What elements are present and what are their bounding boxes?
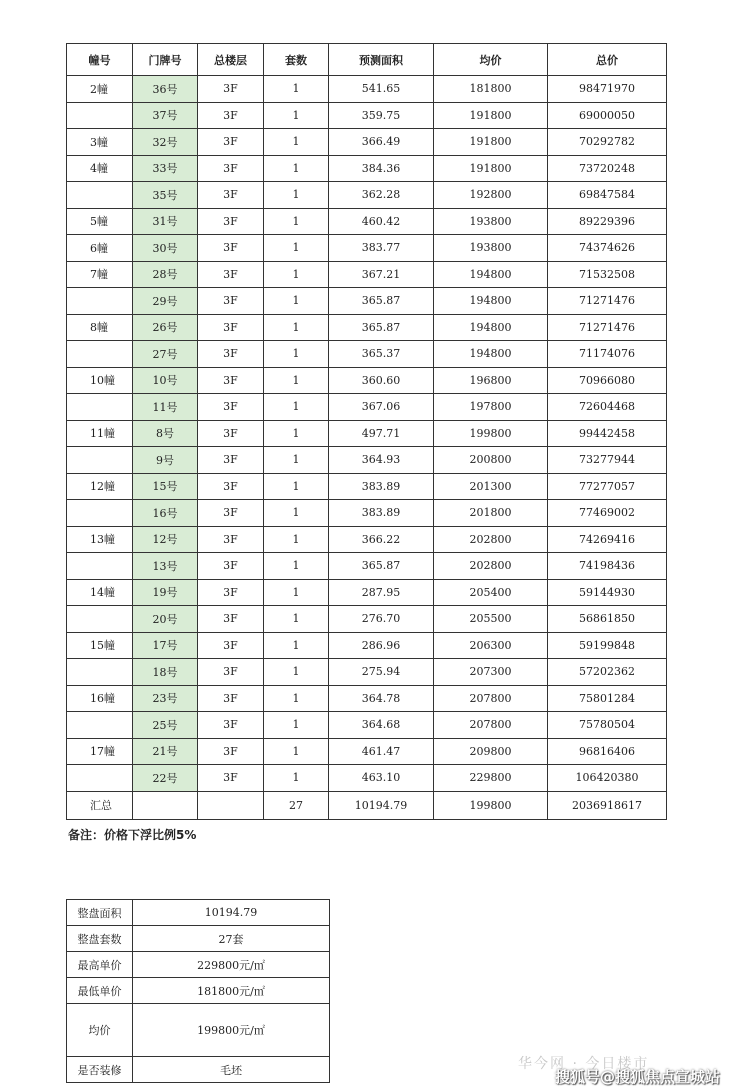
table-row [67, 314, 667, 341]
cell-door-number: 30号 [133, 235, 198, 262]
summary-door [133, 791, 198, 819]
cell-total-floors: 3F [198, 632, 264, 659]
table-row [67, 526, 667, 553]
table-row [67, 102, 667, 129]
cell-unit-count: 1 [264, 261, 329, 288]
cell-total-floors: 3F [198, 76, 264, 103]
overview-label: 均价 [67, 1004, 133, 1057]
price-note: 备注：价格下浮比例5% [68, 828, 197, 842]
cell-area: 365.37 [329, 341, 434, 368]
cell-total-price: 74374626 [548, 235, 667, 262]
table-row [67, 208, 667, 235]
table-row [67, 341, 667, 368]
overview-label: 是否装修 [67, 1057, 133, 1083]
cell-building: 5幢 [67, 208, 133, 235]
cell-unit-count: 1 [264, 314, 329, 341]
cell-total-price: 59144930 [548, 579, 667, 606]
cell-area: 383.89 [329, 500, 434, 527]
cell-total-price: 75801284 [548, 685, 667, 712]
cell-average-price: 191800 [434, 129, 548, 156]
cell-unit-count: 1 [264, 526, 329, 553]
cell-area: 541.65 [329, 76, 434, 103]
cell-building [67, 659, 133, 686]
cell-unit-count: 1 [264, 129, 329, 156]
cell-area: 365.87 [329, 288, 434, 315]
cell-door-number: 13号 [133, 553, 198, 580]
summary-label: 汇总 [67, 791, 133, 819]
cell-door-number: 16号 [133, 500, 198, 527]
cell-door-number: 27号 [133, 341, 198, 368]
cell-area: 364.78 [329, 685, 434, 712]
cell-average-price: 202800 [434, 526, 548, 553]
cell-door-number: 21号 [133, 738, 198, 765]
table-row [67, 765, 667, 792]
overview-value: 10194.79 [133, 900, 330, 926]
cell-building: 15幢 [67, 632, 133, 659]
cell-unit-count: 1 [264, 76, 329, 103]
cell-building [67, 288, 133, 315]
cell-area: 364.93 [329, 447, 434, 474]
cell-building: 7幢 [67, 261, 133, 288]
cell-area: 384.36 [329, 155, 434, 182]
cell-door-number: 26号 [133, 314, 198, 341]
header-estimated-area: 预测面积 [329, 44, 434, 76]
cell-area: 383.89 [329, 473, 434, 500]
cell-average-price: 191800 [434, 102, 548, 129]
cell-total-price: 71532508 [548, 261, 667, 288]
cell-unit-count: 1 [264, 606, 329, 633]
cell-area: 359.75 [329, 102, 434, 129]
cell-total-price: 99442458 [548, 420, 667, 447]
cell-building: 12幢 [67, 473, 133, 500]
overview-row [67, 900, 330, 926]
cell-unit-count: 1 [264, 182, 329, 209]
cell-unit-count: 1 [264, 659, 329, 686]
summary-row [67, 791, 667, 819]
cell-building [67, 712, 133, 739]
cell-door-number: 37号 [133, 102, 198, 129]
overview-row [67, 952, 330, 978]
cell-area: 366.22 [329, 526, 434, 553]
price-table [66, 43, 667, 820]
cell-average-price: 207800 [434, 712, 548, 739]
overview-value: 181800元/㎡ [133, 978, 330, 1004]
cell-total-floors: 3F [198, 765, 264, 792]
cell-building [67, 394, 133, 421]
cell-total-floors: 3F [198, 394, 264, 421]
overview-row [67, 926, 330, 952]
cell-total-floors: 3F [198, 367, 264, 394]
cell-door-number: 12号 [133, 526, 198, 553]
cell-unit-count: 1 [264, 288, 329, 315]
cell-area: 367.21 [329, 261, 434, 288]
cell-door-number: 33号 [133, 155, 198, 182]
cell-total-price: 73277944 [548, 447, 667, 474]
cell-average-price: 200800 [434, 447, 548, 474]
cell-door-number: 36号 [133, 76, 198, 103]
cell-building [67, 447, 133, 474]
cell-unit-count: 1 [264, 632, 329, 659]
cell-total-price: 74269416 [548, 526, 667, 553]
cell-average-price: 194800 [434, 341, 548, 368]
cell-door-number: 31号 [133, 208, 198, 235]
cell-total-price: 70292782 [548, 129, 667, 156]
cell-total-price: 69847584 [548, 182, 667, 209]
cell-unit-count: 1 [264, 235, 329, 262]
table-row [67, 500, 667, 527]
cell-average-price: 194800 [434, 261, 548, 288]
cell-total-price: 98471970 [548, 76, 667, 103]
cell-average-price: 197800 [434, 394, 548, 421]
cell-unit-count: 1 [264, 341, 329, 368]
cell-building: 16幢 [67, 685, 133, 712]
cell-total-floors: 3F [198, 606, 264, 633]
cell-total-price: 72604468 [548, 394, 667, 421]
cell-total-floors: 3F [198, 473, 264, 500]
cell-total-floors: 3F [198, 447, 264, 474]
cell-unit-count: 1 [264, 447, 329, 474]
cell-area: 365.87 [329, 314, 434, 341]
cell-unit-count: 1 [264, 553, 329, 580]
cell-area: 365.87 [329, 553, 434, 580]
table-row [67, 712, 667, 739]
cell-area: 461.47 [329, 738, 434, 765]
cell-total-floors: 3F [198, 235, 264, 262]
table-row [67, 447, 667, 474]
overview-label: 整盘套数 [67, 926, 133, 952]
cell-average-price: 209800 [434, 738, 548, 765]
cell-door-number: 19号 [133, 579, 198, 606]
cell-total-floors: 3F [198, 102, 264, 129]
cell-door-number: 9号 [133, 447, 198, 474]
cell-door-number: 20号 [133, 606, 198, 633]
summary-total: 2036918617 [548, 791, 667, 819]
cell-total-price: 71271476 [548, 314, 667, 341]
cell-total-floors: 3F [198, 182, 264, 209]
table-row [67, 473, 667, 500]
cell-average-price: 193800 [434, 235, 548, 262]
cell-average-price: 205500 [434, 606, 548, 633]
cell-area: 460.42 [329, 208, 434, 235]
overview-label: 整盘面积 [67, 900, 133, 926]
cell-building: 14幢 [67, 579, 133, 606]
cell-unit-count: 1 [264, 420, 329, 447]
table-row [67, 632, 667, 659]
overview-value: 199800元/㎡ [133, 1004, 330, 1057]
cell-building [67, 500, 133, 527]
cell-total-floors: 3F [198, 314, 264, 341]
cell-average-price: 191800 [434, 155, 548, 182]
cell-unit-count: 1 [264, 738, 329, 765]
cell-building [67, 182, 133, 209]
header-total-price: 总价 [548, 44, 667, 76]
cell-building [67, 102, 133, 129]
overview-row [67, 1057, 330, 1083]
cell-door-number: 11号 [133, 394, 198, 421]
cell-total-floors: 3F [198, 261, 264, 288]
cell-unit-count: 1 [264, 712, 329, 739]
cell-door-number: 28号 [133, 261, 198, 288]
cell-total-price: 75780504 [548, 712, 667, 739]
overview-label: 最低单价 [67, 978, 133, 1004]
header-average-price: 均价 [434, 44, 548, 76]
cell-building: 10幢 [67, 367, 133, 394]
cell-door-number: 18号 [133, 659, 198, 686]
cell-average-price: 194800 [434, 288, 548, 315]
cell-door-number: 25号 [133, 712, 198, 739]
table-row [67, 367, 667, 394]
cell-area: 463.10 [329, 765, 434, 792]
cell-area: 497.71 [329, 420, 434, 447]
overview-value: 229800元/㎡ [133, 952, 330, 978]
cell-door-number: 10号 [133, 367, 198, 394]
cell-average-price: 207800 [434, 685, 548, 712]
cell-total-price: 59199848 [548, 632, 667, 659]
overview-value: 27套 [133, 926, 330, 952]
cell-average-price: 181800 [434, 76, 548, 103]
cell-total-floors: 3F [198, 500, 264, 527]
cell-area: 362.28 [329, 182, 434, 209]
cell-total-price: 96816406 [548, 738, 667, 765]
cell-unit-count: 1 [264, 473, 329, 500]
header-door-number: 门牌号 [133, 44, 198, 76]
cell-area: 286.96 [329, 632, 434, 659]
cell-total-floors: 3F [198, 553, 264, 580]
summary-area: 10194.79 [329, 791, 434, 819]
cell-building: 2幢 [67, 76, 133, 103]
cell-door-number: 22号 [133, 765, 198, 792]
cell-average-price: 193800 [434, 208, 548, 235]
table-row [67, 659, 667, 686]
cell-building [67, 553, 133, 580]
cell-average-price: 192800 [434, 182, 548, 209]
cell-building [67, 765, 133, 792]
cell-unit-count: 1 [264, 765, 329, 792]
cell-total-floors: 3F [198, 685, 264, 712]
table-row [67, 420, 667, 447]
overview-value: 毛坯 [133, 1057, 330, 1083]
table-row [67, 394, 667, 421]
cell-area: 276.70 [329, 606, 434, 633]
cell-building: 3幢 [67, 129, 133, 156]
cell-average-price: 205400 [434, 579, 548, 606]
table-row [67, 288, 667, 315]
cell-area: 287.95 [329, 579, 434, 606]
cell-total-price: 70966080 [548, 367, 667, 394]
overview-table [66, 899, 330, 1083]
header-building: 幢号 [67, 44, 133, 76]
cell-total-price: 106420380 [548, 765, 667, 792]
overview-label: 最高单价 [67, 952, 133, 978]
table-row [67, 579, 667, 606]
cell-unit-count: 1 [264, 367, 329, 394]
cell-building: 13幢 [67, 526, 133, 553]
table-row [67, 76, 667, 103]
cell-total-floors: 3F [198, 420, 264, 447]
table-row [67, 182, 667, 209]
cell-average-price: 229800 [434, 765, 548, 792]
cell-average-price: 206300 [434, 632, 548, 659]
header-unit-count: 套数 [264, 44, 329, 76]
cell-total-floors: 3F [198, 208, 264, 235]
cell-door-number: 8号 [133, 420, 198, 447]
table-row [67, 129, 667, 156]
cell-average-price: 201300 [434, 473, 548, 500]
cell-unit-count: 1 [264, 394, 329, 421]
cell-area: 275.94 [329, 659, 434, 686]
watermark-faint: 华今网 · 今日楼市 [518, 1056, 650, 1072]
cell-total-floors: 3F [198, 526, 264, 553]
table-row [67, 235, 667, 262]
cell-area: 364.68 [329, 712, 434, 739]
cell-door-number: 32号 [133, 129, 198, 156]
table-row [67, 261, 667, 288]
cell-building: 4幢 [67, 155, 133, 182]
cell-area: 367.06 [329, 394, 434, 421]
summary-floor [198, 791, 264, 819]
cell-building: 11幢 [67, 420, 133, 447]
cell-area: 366.49 [329, 129, 434, 156]
cell-building: 6幢 [67, 235, 133, 262]
cell-total-floors: 3F [198, 738, 264, 765]
summary-average: 199800 [434, 791, 548, 819]
cell-building: 8幢 [67, 314, 133, 341]
cell-total-price: 74198436 [548, 553, 667, 580]
cell-door-number: 17号 [133, 632, 198, 659]
cell-total-price: 69000050 [548, 102, 667, 129]
cell-total-floors: 3F [198, 579, 264, 606]
cell-building [67, 341, 133, 368]
cell-total-floors: 3F [198, 712, 264, 739]
cell-total-price: 71271476 [548, 288, 667, 315]
cell-unit-count: 1 [264, 208, 329, 235]
cell-unit-count: 1 [264, 102, 329, 129]
cell-total-price: 56861850 [548, 606, 667, 633]
cell-total-floors: 3F [198, 129, 264, 156]
cell-total-price: 73720248 [548, 155, 667, 182]
cell-total-floors: 3F [198, 288, 264, 315]
cell-total-floors: 3F [198, 341, 264, 368]
overview-row [67, 978, 330, 1004]
cell-average-price: 199800 [434, 420, 548, 447]
cell-total-price: 71174076 [548, 341, 667, 368]
cell-door-number: 15号 [133, 473, 198, 500]
table-row [67, 553, 667, 580]
cell-unit-count: 1 [264, 579, 329, 606]
cell-total-price: 89229396 [548, 208, 667, 235]
cell-unit-count: 1 [264, 500, 329, 527]
summary-sets: 27 [264, 791, 329, 819]
overview-row [67, 1004, 330, 1057]
cell-door-number: 29号 [133, 288, 198, 315]
cell-total-price: 57202362 [548, 659, 667, 686]
table-row [67, 738, 667, 765]
cell-average-price: 201800 [434, 500, 548, 527]
cell-door-number: 23号 [133, 685, 198, 712]
cell-total-floors: 3F [198, 659, 264, 686]
cell-building: 17幢 [67, 738, 133, 765]
cell-unit-count: 1 [264, 155, 329, 182]
cell-average-price: 196800 [434, 367, 548, 394]
watermark-source: 搜狐号@搜狐焦点宣城站 [555, 1068, 721, 1086]
cell-area: 360.60 [329, 367, 434, 394]
table-row [67, 155, 667, 182]
table-row [67, 606, 667, 633]
table-row [67, 685, 667, 712]
cell-unit-count: 1 [264, 685, 329, 712]
cell-area: 383.77 [329, 235, 434, 262]
cell-average-price: 194800 [434, 314, 548, 341]
header-total-floors: 总楼层 [198, 44, 264, 76]
cell-door-number: 35号 [133, 182, 198, 209]
cell-average-price: 202800 [434, 553, 548, 580]
cell-building [67, 606, 133, 633]
cell-total-price: 77469002 [548, 500, 667, 527]
cell-total-floors: 3F [198, 155, 264, 182]
cell-average-price: 207300 [434, 659, 548, 686]
table-header-row [67, 44, 667, 76]
cell-total-price: 77277057 [548, 473, 667, 500]
